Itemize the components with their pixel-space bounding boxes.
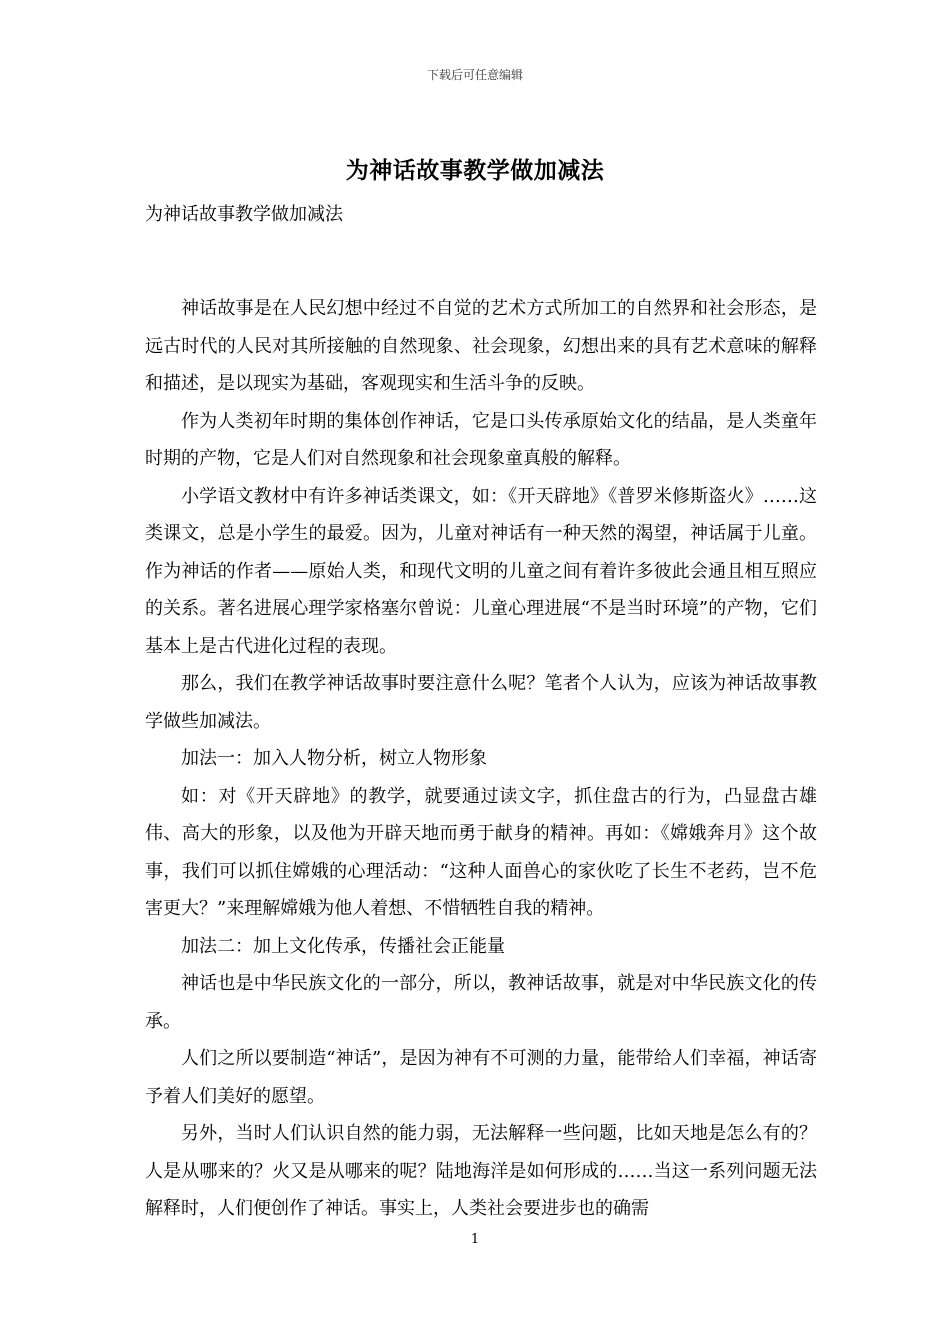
section-heading: 加法一：加入人物分析，树立人物形象 <box>181 748 487 769</box>
header-note: 下载后可任意编辑 <box>426 68 523 82</box>
paragraph: 另外，当时人们认识自然的能力弱，无法解释一些问题，比如天地是怎么有的？人是从哪来的？火又是从哪来的呢？陆地海洋是如何形成的……当这一系列问题无法解释时，人们便创作了神话。事实上，人类社会要进步也的确需 <box>145 1123 817 1219</box>
blank-line <box>145 233 817 290</box>
section-heading: 加法二：加上文化传承，传播社会正能量 <box>181 935 505 957</box>
paragraph: 作为人类初年时期的集体创作神话，它是口头传承原始文化的结晶，是人类童年时期的产物，它是人们对自然现象和社会现象童真般的解释。 <box>145 410 817 469</box>
page-number: 1 <box>470 1232 480 1247</box>
paragraph: 神话故事是在人民幻想中经过不自觉的艺术方式所加工的自然界和社会形态，是远古时代的人民对其所接触的自然现象、社会现象，幻想出来的具有艺术意味的解释和描述，是以现实为基础，客观现实和生活斗争的反映。 <box>145 298 817 394</box>
paragraph: 那么，我们在教学神话故事时要注意什么呢？笔者个人认为，应该为神话故事教学做些加减法。 <box>145 673 817 732</box>
document-body <box>145 196 817 1228</box>
paragraph: 小学语文教材中有许多神话类课文，如：《开天辟地》《普罗米修斯盗火》……这类课文，总是小学生的最爱。因为，儿童对神话有一种天然的渴望，神话属于儿童。作为神话的作者——原始人类，和现代文明的儿童之间有着许多彼此会通且相互照应的关系。著名进展心理学家格塞尔曾说：儿童心理进展“不是当时环境”的产物，它们基本上是古代进化过程的表现。 <box>145 485 817 657</box>
paragraph: 如：对《开天辟地》的教学，就要通过读文字，抓住盘古的行为，凸显盘古雄伟、高大的形象，以及他为开辟天地而勇于献身的精神。再如：《嫦娥奔月》这个故事，我们可以抓住嫦娥的心理活动：“这种人面兽心的家伙吃了长生不老药，岂不危害更大？”来理解嫦娥为他人着想、不惜牺牲自我的精神。 <box>145 785 817 919</box>
document-subtitle: 为神话故事教学做加减法 <box>145 204 343 225</box>
paragraph: 神话也是中华民族文化的一部分，所以，教神话故事，就是对中华民族文化的传承。 <box>145 973 817 1032</box>
paragraph: 人们之所以要制造“神话”，是因为神有不可测的力量，能带给人们幸福，神话寄予着人们美好的愿望。 <box>145 1048 817 1107</box>
document-title: 为神话故事教学做加减法 <box>345 157 605 184</box>
